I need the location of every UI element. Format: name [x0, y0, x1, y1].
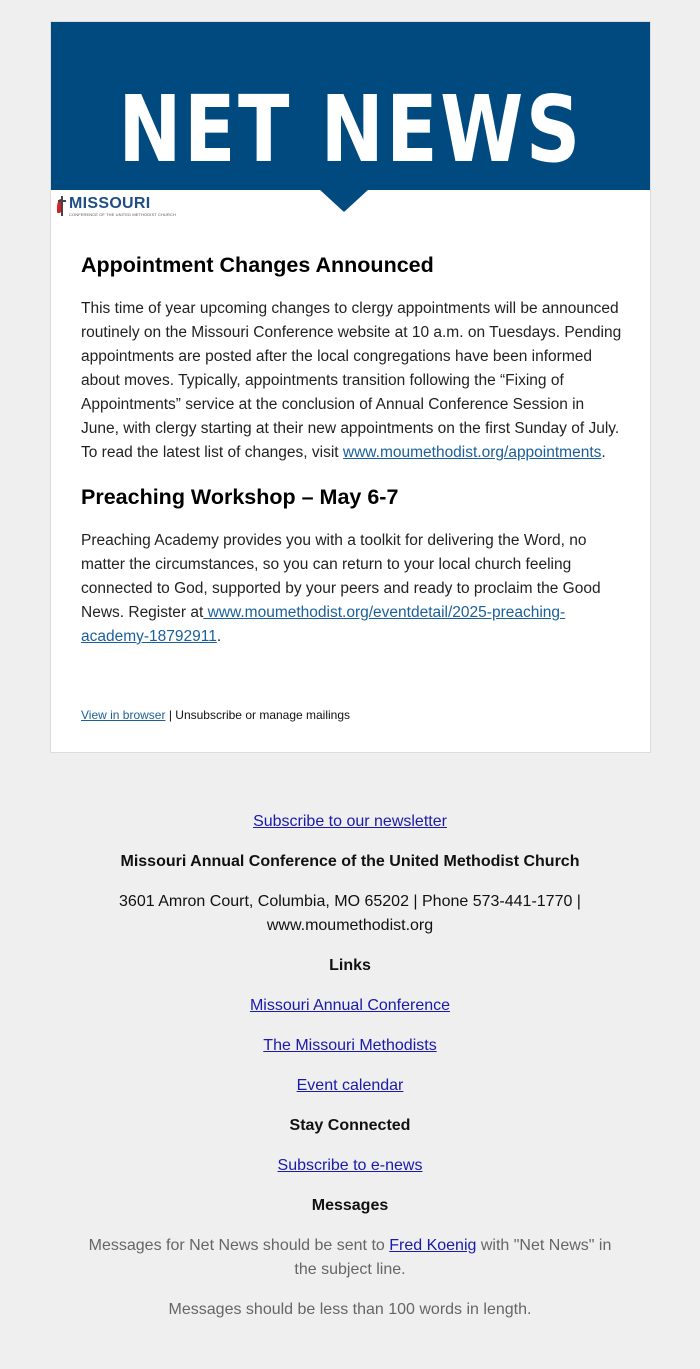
newsletter-card	[50, 21, 651, 753]
messages-heading: Messages	[311, 1197, 389, 1214]
address-line-2: www.moumethodist.org	[266, 917, 434, 934]
missouri-conference-logo	[57, 196, 176, 217]
article2-body: Preaching Academy provides you with a toolkit for delivering the Word, no matter the circumstances, so you can return to your local church feeling connected to God, supported by your peers and ready to proclaim the Good News. Register at www.moumethodist.org/eventdetail/2025-preaching-academy-18792911.	[81, 532, 601, 645]
view-in-browser-link[interactable]: View in browser	[81, 708, 166, 722]
link-missouri-annual-conference[interactable]: Missouri Annual Conference	[249, 997, 451, 1014]
banner-notch	[319, 189, 369, 212]
stay-connected-heading: Stay Connected	[289, 1117, 411, 1134]
address-line-1: 3601 Amron Court, Columbia, MO 65202 | Phone 573-441-1770 |	[119, 893, 581, 910]
article-content	[81, 252, 626, 649]
messages-limit: Messages should be less than 100 words in length.	[168, 1301, 532, 1318]
logo-name: MISSOURI	[69, 195, 151, 212]
fred-koenig-link[interactable]: Fred Koenig	[389, 1237, 477, 1254]
header-banner	[51, 22, 650, 190]
subscribe-newsletter-link[interactable]: Subscribe to our newsletter	[253, 813, 447, 830]
unsubscribe-link[interactable]: Unsubscribe or manage mailings	[175, 708, 351, 722]
article1-body: This time of year upcoming changes to clergy appointments will be announced routinely on the Missouri Conference website at 10 a.m. on Tuesdays. Pending appointments are posted after the local congregations have been informed about moves. Typically, appointments transition following the “Fixing of Appointments” service at the conclusion of Annual Conference Session in June, with clergy starting at their new appointments on the first Sunday of July. To read the latest list of changes, visit www.moumethodist.org/appointments.	[81, 300, 622, 461]
link-missouri-methodists[interactable]: The Missouri Methodists	[263, 1037, 437, 1054]
org-name: Missouri Annual Conference of the United Methodist Church	[120, 853, 580, 870]
banner-title: NET NEWS	[118, 76, 583, 183]
messages-instructions-line2: the subject line.	[294, 1261, 406, 1278]
messages-instructions: Messages for Net News should be sent to Fred Koenig with "Net News" in	[88, 1237, 612, 1254]
subscribe-enews-link[interactable]: Subscribe to e-news	[277, 1157, 423, 1174]
article1-heading: Appointment Changes Announced	[81, 253, 434, 277]
article2-heading: Preaching Workshop – May 6-7	[81, 485, 399, 509]
logo-subtitle: CONFERENCE OF THE UNITED METHODIST CHURCH	[69, 212, 176, 217]
preaching-academy-link[interactable]: www.moumethodist.org/eventdetail/2025-preaching-academy-18792911	[81, 604, 566, 645]
link-event-calendar[interactable]: Event calendar	[296, 1077, 404, 1094]
footer	[0, 810, 700, 1322]
utility-links: View in browser | Unsubscribe or manage mailings	[81, 708, 351, 722]
cross-flame-icon	[57, 196, 67, 216]
appointments-link[interactable]: www.moumethodist.org/appointments	[342, 444, 602, 461]
links-heading: Links	[329, 957, 371, 974]
